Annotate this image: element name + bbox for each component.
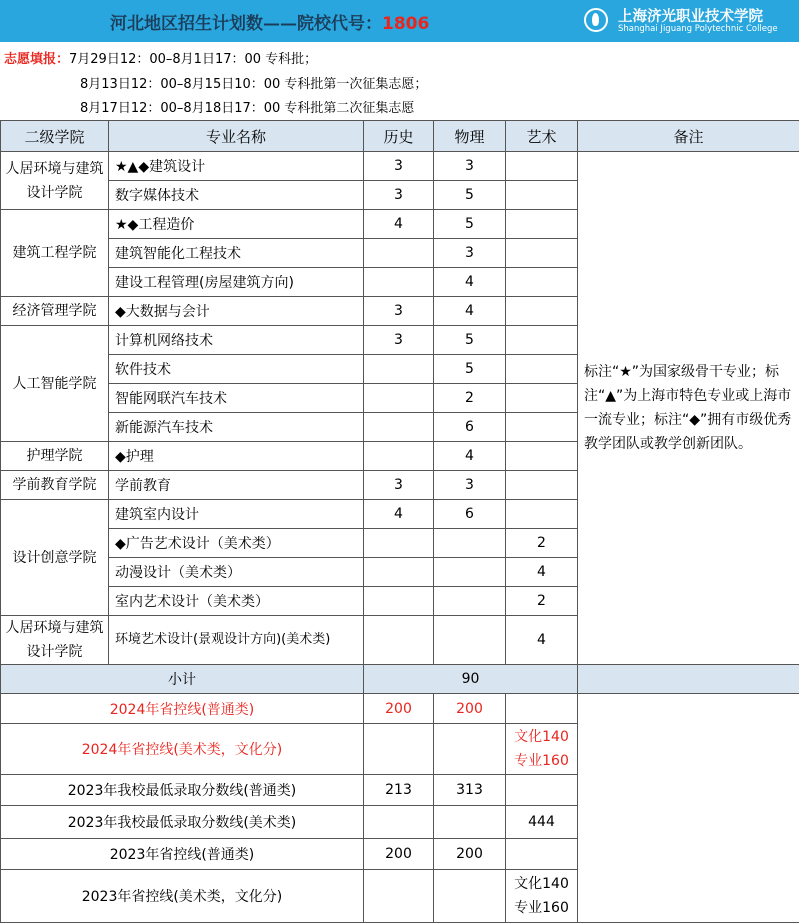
physics-cell [434,616,506,665]
college-name-cn: 上海济光职业技术学院 [618,9,763,25]
score-history [364,724,434,775]
score-physics [434,806,506,839]
remarks-cell: 标注“★”为国家级骨干专业；标注“▲”为上海市特色专业或上海市一流专业；标注“◆”拥有市级优秀教学团队或教学创新团队。 [578,152,799,665]
score-label: 2023年我校最低录取分数线(美术类) [1,806,364,839]
art-cell [506,413,578,442]
physics-cell [434,587,506,616]
page-title [110,9,429,34]
history-cell [364,239,434,268]
col-header-physics: 物理 [434,121,506,152]
score-history: 213 [364,775,434,806]
school-cell: 人工智能学院 [1,326,109,442]
col-header-school: 二级学院 [1,121,109,152]
history-cell [364,529,434,558]
score-art: 文化140 专业160 [506,870,578,923]
art-cell [506,239,578,268]
history-cell [364,384,434,413]
school-cell: 人居环境与建筑设计学院 [1,616,109,665]
college-logo [584,4,799,38]
school-cell: 经济管理学院 [1,297,109,326]
physics-cell: 3 [434,152,506,181]
physics-cell: 5 [434,181,506,210]
score-label: 2024年省控线(美术类，文化分) [1,724,364,775]
major-cell: 建筑室内设计 [109,500,364,529]
major-cell: 建设工程管理(房屋建筑方向) [109,268,364,297]
school-cell: 护理学院 [1,442,109,471]
college-name-en: Shanghai Jiguang Polytechnic College [618,24,778,34]
table-header-row [1,121,799,152]
school-cell: 学前教育学院 [1,471,109,500]
score-label: 2023年省控线(美术类，文化分) [1,870,364,923]
title-text: 河北地区招生计划数——院校代号： [110,14,382,34]
schedule-line-3: 8月17日12：00–8月18日17：00 专科批第二次征集志愿 [80,101,415,116]
art-cell [506,500,578,529]
col-header-history: 历史 [364,121,434,152]
score-label: 2024年省控线(普通类) [1,694,364,724]
score-art [506,694,578,724]
history-cell [364,268,434,297]
major-cell: 学前教育 [109,471,364,500]
art-cell [506,297,578,326]
history-cell [364,355,434,384]
history-cell: 4 [364,500,434,529]
major-cell: ◆广告艺术设计（美术类） [109,529,364,558]
physics-cell: 6 [434,500,506,529]
score-physics: 200 [434,694,506,724]
physics-cell: 4 [434,297,506,326]
score-row [1,694,799,724]
art-cell: 2 [506,587,578,616]
history-cell: 3 [364,471,434,500]
major-cell: 计算机网络技术 [109,326,364,355]
score-art [506,839,578,870]
physics-cell: 5 [434,355,506,384]
major-cell: ◆护理 [109,442,364,471]
table-row [1,152,799,181]
school-cell: 人居环境与建筑设计学院 [1,152,109,210]
major-cell: ◆大数据与会计 [109,297,364,326]
art-cell [506,384,578,413]
college-emblem-icon [584,8,608,32]
score-physics: 313 [434,775,506,806]
major-cell: 环境艺术设计(景观设计方向)(美术类) [109,616,364,665]
major-cell: 建筑智能化工程技术 [109,239,364,268]
subtotal-label: 小计 [1,665,364,694]
physics-cell: 3 [434,471,506,500]
col-header-art: 艺术 [506,121,578,152]
application-schedule [0,42,799,120]
score-history: 200 [364,694,434,724]
history-cell: 3 [364,181,434,210]
score-physics [434,724,506,775]
score-physics [434,870,506,923]
score-history [364,806,434,839]
subtotal-value: 90 [364,665,578,694]
physics-cell: 4 [434,268,506,297]
art-cell [506,326,578,355]
score-label: 2023年省控线(普通类) [1,839,364,870]
major-cell: 智能网联汽车技术 [109,384,364,413]
physics-cell [434,529,506,558]
school-cell: 设计创意学院 [1,500,109,616]
major-cell: 软件技术 [109,355,364,384]
physics-cell [434,558,506,587]
physics-cell: 2 [434,384,506,413]
physics-cell: 6 [434,413,506,442]
art-cell: 4 [506,558,578,587]
major-cell: 室内艺术设计（美术类） [109,587,364,616]
art-cell: 2 [506,529,578,558]
history-cell [364,413,434,442]
art-cell [506,442,578,471]
subtotal-note-cell [578,665,799,694]
school-cell: 建筑工程学院 [1,210,109,297]
history-cell: 3 [364,326,434,355]
history-cell: 3 [364,152,434,181]
score-label: 2023年我校最低录取分数线(普通类) [1,775,364,806]
art-cell [506,152,578,181]
col-header-major: 专业名称 [109,121,364,152]
score-art [506,775,578,806]
major-cell: 动漫设计（美术类） [109,558,364,587]
history-cell: 3 [364,297,434,326]
page-header [0,0,799,42]
schedule-text-1: 7月29日12：00–8月1日17：00 专科批； [69,52,318,67]
schedule-label: 志愿填报： [4,52,70,67]
score-art: 444 [506,806,578,839]
major-cell: 新能源汽车技术 [109,413,364,442]
history-cell [364,558,434,587]
col-header-note: 备注 [578,121,799,152]
physics-cell: 3 [434,239,506,268]
score-history: 200 [364,839,434,870]
schedule-line-1 [4,48,317,67]
score-physics: 200 [434,839,506,870]
major-cell: 数字媒体技术 [109,181,364,210]
physics-cell: 5 [434,210,506,239]
subtotal-row [1,665,799,694]
physics-cell: 4 [434,442,506,471]
history-cell [364,616,434,665]
art-cell [506,471,578,500]
score-art: 文化140 专业160 [506,724,578,775]
institution-code: 1806 [382,14,430,34]
schedule-line-2: 8月13日12：00–8月15日10：00 专科批第一次征集志愿； [80,77,428,92]
physics-cell: 5 [434,326,506,355]
history-cell: 4 [364,210,434,239]
major-cell: ★▲◆建筑设计 [109,152,364,181]
art-cell [506,355,578,384]
art-cell [506,268,578,297]
major-cell: ★◆工程造价 [109,210,364,239]
enrollment-plan-table [0,120,799,923]
score-note-cell [578,694,799,923]
history-cell [364,442,434,471]
art-cell [506,181,578,210]
art-cell: 4 [506,616,578,665]
score-history [364,870,434,923]
history-cell [364,587,434,616]
art-cell [506,210,578,239]
